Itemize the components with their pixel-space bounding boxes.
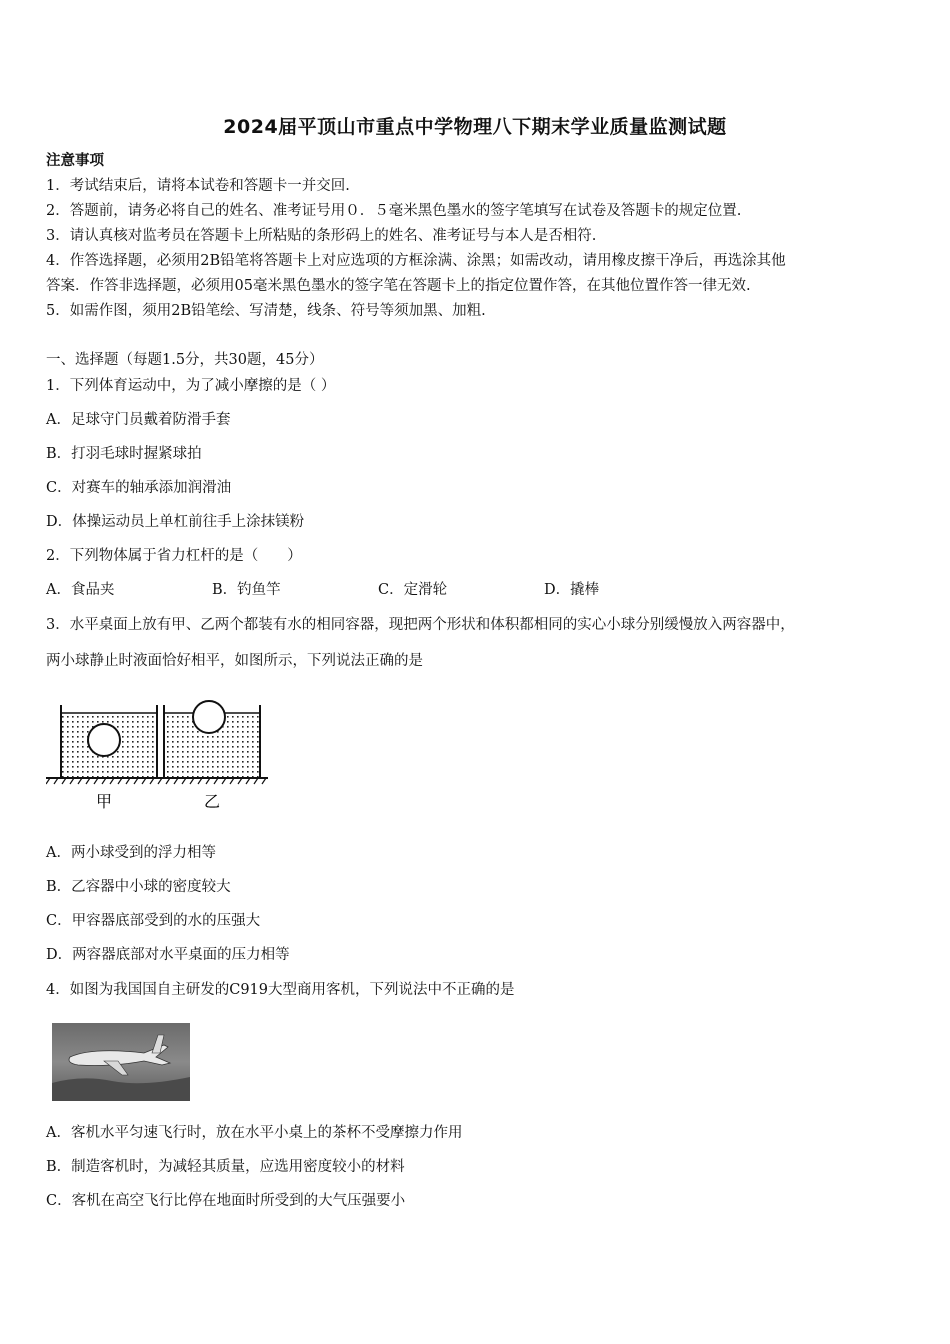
- question-4-option-c: C．客机在高空飞行比停在地面时所受到的大气压强要小: [46, 1193, 406, 1209]
- question-3-figure: [46, 695, 271, 815]
- question-2-option-a: A．食品夹: [46, 582, 115, 598]
- question-1-stem: 1．下列体育运动中，为了减小摩擦的是（ ）: [46, 378, 336, 394]
- ball-yi: [193, 701, 225, 733]
- question-3-option-d: D．两容器底部对水平桌面的压力相等: [46, 947, 290, 963]
- section-heading: 一、选择题（每题1.5分，共30题，45分）: [46, 352, 324, 368]
- question-1-option-d: D．体操运动员上单杠前往手上涂抹镁粉: [46, 514, 305, 530]
- question-2-stem: 2．下列物体属于省力杠杆的是（ ）: [46, 548, 302, 564]
- containers-diagram: [46, 695, 271, 815]
- c919-aircraft-photo: [52, 1023, 190, 1101]
- question-4-option-b: B．制造客机时，为减轻其质量，应选用密度较小的材料: [46, 1159, 405, 1175]
- question-2-option-c: C．定滑轮: [378, 582, 448, 598]
- question-2-option-b: B．钓鱼竿: [212, 582, 281, 598]
- question-3-option-c: C．甲容器底部受到的水的压强大: [46, 913, 261, 929]
- notice-item-4-continued: 答案．作答非选择题，必须用05毫米黑色墨水的签字笔在答题卡上的指定位置作答，在其他位置作答一律无效.: [46, 278, 751, 294]
- ball-jia: [88, 724, 120, 756]
- question-1-option-b: B．打羽毛球时握紧球拍: [46, 446, 202, 462]
- notice-item-5: 5．如需作图，须用2B铅笔绘、写清楚，线条、符号等须加黑、加粗.: [46, 303, 486, 319]
- notice-item-2: 2．答题前，请务必将自己的姓名、准考证号用０．５毫米黑色墨水的签字笔填写在试卷及答题卡的规定位置.: [46, 203, 742, 219]
- container-yi: [164, 701, 260, 778]
- label-jia: 甲: [95, 792, 113, 811]
- question-1-option-c: C．对赛车的轴承添加润滑油: [46, 480, 232, 496]
- question-4-option-a: A．客机水平匀速飞行时，放在水平小桌上的茶杯不受摩擦力作用: [46, 1125, 463, 1141]
- question-3-option-a: A．两小球受到的浮力相等: [46, 845, 216, 861]
- question-3-stem-line-1: 3．水平桌面上放有甲、乙两个都装有水的相同容器，现把两个形状和体积都相同的实心小球分别缓慢放入两容器中，: [46, 617, 795, 633]
- notice-item-3: 3．请认真核对监考员在答题卡上所粘贴的条形码上的姓名、准考证号与本人是否相符.: [46, 228, 597, 244]
- notice-heading: 注意事项: [46, 152, 104, 169]
- question-4-figure: [52, 1023, 190, 1101]
- question-1-option-a: A．足球守门员戴着防滑手套: [46, 412, 231, 428]
- question-4-stem: 4．如图为我国国自主研发的C919大型商用客机，下列说法中不正确的是: [46, 982, 515, 998]
- question-3-stem-line-2: 两小球静止时液面恰好相平，如图所示，下列说法正确的是: [46, 653, 423, 669]
- page-title: 2024届平顶山市重点中学物理八下期末学业质量监测试题: [223, 116, 727, 138]
- question-2-option-d: D．撬棒: [544, 582, 600, 598]
- notice-item-4: 4．作答选择题，必须用2B铅笔将答题卡上对应选项的方框涂满、涂黑；如需改动，请用橡皮擦干净后，再选涂其他: [46, 253, 786, 269]
- container-jia: [61, 705, 157, 778]
- question-2-options: [46, 580, 599, 600]
- label-yi: 乙: [203, 792, 221, 811]
- notice-item-1: 1．考试结束后，请将本试卷和答题卡一并交回.: [46, 178, 350, 194]
- question-3-option-b: B．乙容器中小球的密度较大: [46, 879, 231, 895]
